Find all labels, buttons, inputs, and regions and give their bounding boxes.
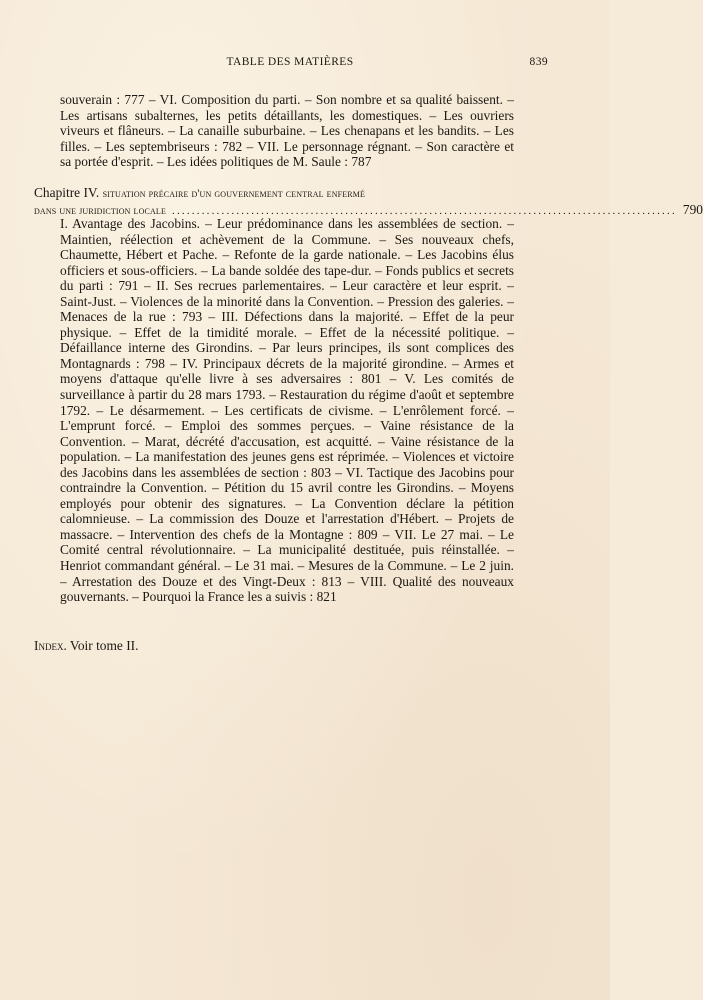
index-text: Voir tome II. [69, 638, 139, 653]
intro-paragraph-block [60, 92, 514, 170]
chapter-summary-text: I. Avantage des Jacobins. – Leur prédominance dans les assemblées de section. – Maintien, réélection et achèvement de la Commune. – Ses nouveaux chefs, Chaumette, Hébert et Pache. – Refonte de la garde nationale. – Les Jacobins élus officiers et sous-officiers. – La bande soldée des tape-dur. – Fonds publics et secrets du parti : 791 – II. Ses recrues parlementaires. – Leur caractère et leur esprit. – Saint-Just. – Violences de la minorité dans la Convention. – Pression des galeries. – Menaces de la rue : 793 – III. Défections dans la majorité. – Effet de la peur physique. – Effet de la timidité morale. – Effet de la nécessité politique. – Défaillance interne des Girondins. – Par leurs principes, ils sont complices des Montagnards : 798 – IV. Principaux décrets de la majorité girondine. – Armes et moyens d'attaque qu'elle livre à ses adversaires : 801 – V. Les comités de surveillance à partir du 28 mars 1793. – Restauration du régime d'août et septembre 1792. – Le désarmement. – Les certificats de civisme. – L'enrôlement forcé. – L'emprunt forcé. – Emploi des sommes perçues. – Vaine résistance de la Convention. – Marat, décrété d'accusation, est acquitté. – Vaine résistance de la population. – La manifestation des jeunes gens est réprimée. – Violences et victoire des Jacobins dans les assemblées de section : 803 – VI. Tactique des Jacobins pour contraindre la Convention. – Pétition du 15 avril contre les Girondins. – Moyens employés pour obtenir des signatures. – La Convention déclare la pétition calomnieuse. – La commission des Douze et l'arrestation d'Hébert. – Projets de massacre. – Intervention des chefs de la Montagne : 809 – VII. Le 27 mai. – Le Comité central révolutionnaire. – La municipalité destituée, puis réinstallée. – Henriot commandant général. – Le 31 mai. – Mesures de la Commune. – Le 2 juin. – Arrestation des Douze et des Vingt-Deux : 813 – VIII. Qualité des nouveaux gouvernants. – Pourquoi la France les a suivis : 821 [60, 216, 514, 605]
chapter-entry [34, 185, 703, 605]
chapter-title-line2: dans une juridiction locale [34, 205, 166, 218]
index-entry [34, 638, 138, 654]
dot-leader: ...................................................................................................... [172, 205, 677, 218]
index-label: Index. [34, 638, 67, 653]
chapter-page-number: 790 [682, 202, 703, 218]
page-number: 839 [529, 56, 548, 68]
running-head [0, 56, 610, 72]
intro-paragraph: souverain : 777 – VI. Composition du parti. – Son nombre et sa qualité baissent. – Les artisans subalternes, les petits détaillants, les domestiques. – Les ouvriers viveurs et flâneurs. – La canaille suburbaine. – Les chenapans et les bandits. – Les filles. – Les septembriseurs : 782 – VII. Le personnage régnant. – Son caractère et sa portée d'esprit. – Les idées politiques de M. Saule : 787 [60, 92, 514, 170]
chapter-heading [34, 185, 549, 202]
running-title: TABLE DES MATIÈRES [226, 56, 354, 68]
chapter-title-line1: situation précaire d'un gouvernement central enfermé [102, 188, 366, 200]
chapter-label: Chapitre IV. [34, 185, 100, 200]
chapter-summary [60, 216, 514, 605]
